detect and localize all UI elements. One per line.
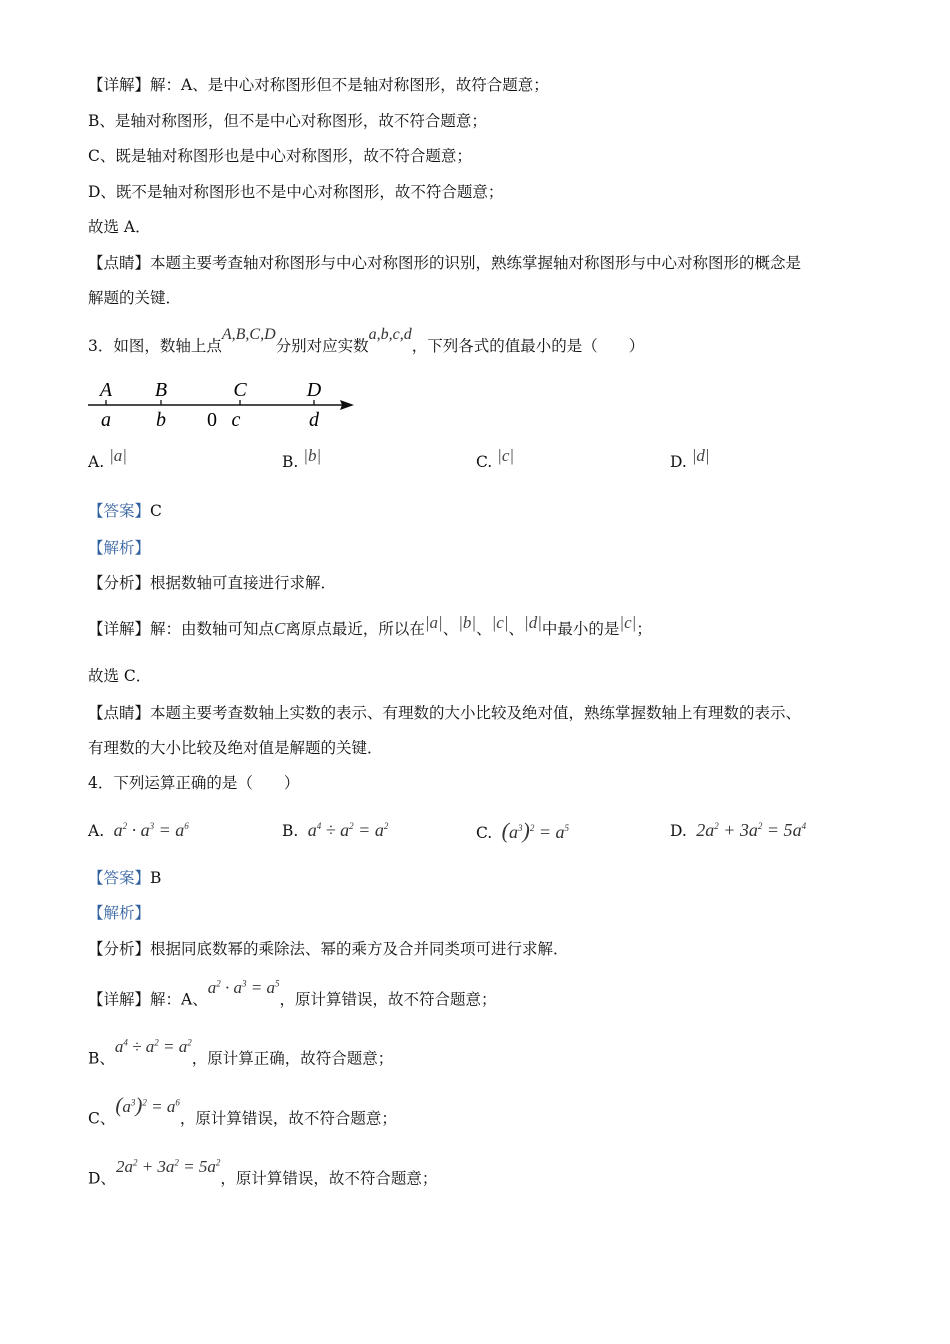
q4-detail-a-pre: 【详解】解：A、 xyxy=(88,990,208,1009)
q4-detail-b-post: ，原计算正确，故符合题意； xyxy=(191,1049,394,1068)
number-line-arrow xyxy=(340,400,354,410)
q4-detail-a-expr: $a^2 \cdot a^3 = a^5$ xyxy=(207,977,280,997)
q3-lead: 3．如图，数轴上点 xyxy=(88,337,222,355)
q3-detail xyxy=(88,613,652,640)
q4-stem: 4．下列运算正确的是（ ） xyxy=(88,774,300,792)
q4-detail-b-pre: B、 xyxy=(88,1049,115,1068)
q4-answer-tag: 【答案】 xyxy=(88,869,151,887)
q3-points: A,B,C,D xyxy=(221,326,276,343)
q3-tip-1: 【点睛】本题主要考查数轴上实数的表示、有理数的大小比较及绝对值，熟练掌握数轴上有理数的表示、 xyxy=(88,704,802,722)
q4-option-c-expr: $(a^3)^2 = a^5$ xyxy=(501,818,569,843)
q3-detail-post: 中最小的是 xyxy=(541,620,620,638)
q3-mid: 分别对应实数 xyxy=(275,337,369,355)
detail-line-1: 【详解】解：A、是中心对称图形但不是轴对称图形，故符合题意； xyxy=(88,76,549,94)
q4-detail-d-pre: D、 xyxy=(88,1169,116,1188)
q3-analysis: 【分析】根据数轴可直接进行求解． xyxy=(88,574,337,592)
q4-option-d-expr: $2a^2 + 3a^2 = 5a^4$ xyxy=(696,820,807,840)
label-d: d xyxy=(309,409,319,431)
detail-line-3: C、既是轴对称图形也是中心对称图形，故不符合题意； xyxy=(88,147,472,165)
q4-detail-d-post: ，原计算错误，故不符合题意； xyxy=(220,1169,438,1188)
q4-analysis: 【分析】根据同底数幂的乘除法、幂的乘方及合并同类项可进行求解． xyxy=(88,940,569,958)
q3-detail-end: ； xyxy=(636,620,652,638)
q4-option-c xyxy=(476,818,569,844)
q3-choose: 故选 C． xyxy=(88,667,152,685)
q3-detail-mid: 离原点最近，所以在 xyxy=(285,620,425,638)
tip-line-1: 【点睛】本题主要考查轴对称图形与中心对称图形的识别，熟练掌握轴对称图形与中心对称图形的概念是 xyxy=(88,254,802,272)
q3-option-a-expr: |a| xyxy=(109,446,127,465)
q4-detail-a-post: ，原计算错误，故不符合题意； xyxy=(279,990,497,1009)
label-C: C xyxy=(233,379,247,401)
q3-option-a xyxy=(88,446,127,472)
q3-detail-sep-2: 、 xyxy=(476,620,492,638)
q3-detail-sep-3: 、 xyxy=(508,620,525,638)
q4-option-a xyxy=(88,820,189,841)
q3-analysis-tag: 【解析】 xyxy=(88,539,151,557)
q4-option-b-expr: $a^4 \div a^2 = a^2$ xyxy=(303,820,389,840)
q4-answer-value: B xyxy=(150,869,162,887)
q3-stem xyxy=(88,326,645,358)
choose-line: 故选 A． xyxy=(88,218,151,236)
q3-option-d xyxy=(670,446,710,472)
q3-detail-result: |c| xyxy=(619,613,637,632)
q4-option-a-label: A. xyxy=(88,822,105,840)
q4-detail-a xyxy=(88,977,497,1011)
q3-option-c-label: C. xyxy=(476,453,493,471)
q3-answer-value: C xyxy=(150,502,162,520)
q4-detail-c-post: ，原计算错误，故不符合题意； xyxy=(179,1109,397,1128)
q3-tail: ，下列各式的值最小的是（ ） xyxy=(411,337,645,355)
q3-option-c-expr: |c| xyxy=(497,446,515,465)
q3-option-d-expr: |d| xyxy=(691,446,710,465)
label-D: D xyxy=(306,379,322,401)
q3-vars: a,b,c,d xyxy=(368,326,412,343)
q3-detail-pre: 【详解】解：由数轴可知点 xyxy=(88,620,275,638)
q4-option-b xyxy=(282,820,388,841)
q3-detail-abs-c: |c| xyxy=(491,613,509,632)
q4-option-c-label: C. xyxy=(476,824,493,842)
tip-line-2: 解题的关键． xyxy=(88,289,182,307)
q4-option-a-expr: $a^2 \cdot a^3 = a^6$ xyxy=(109,820,189,840)
q3-answer xyxy=(88,500,162,522)
q4-detail-c xyxy=(88,1092,397,1130)
detail-line-4: D、既不是轴对称图形也不是中心对称图形，故不符合题意； xyxy=(88,183,504,201)
q4-answer xyxy=(88,867,161,889)
q3-tip-2: 有理数的大小比较及绝对值是解题的关键． xyxy=(88,739,383,757)
number-line-figure xyxy=(86,376,366,432)
q4-detail-c-expr: $(a^3)^2 = a^6$ xyxy=(115,1092,180,1117)
q4-detail-b xyxy=(88,1036,394,1070)
q3-option-b-label: B. xyxy=(282,453,299,471)
q3-option-b xyxy=(282,446,322,472)
q3-option-a-label: A. xyxy=(88,453,105,471)
label-B: B xyxy=(154,379,168,401)
label-zero: 0 xyxy=(207,409,217,431)
q4-detail-d-expr: $2a^2 + 3a^2 = 5a^2$ xyxy=(115,1156,221,1176)
q3-detail-point-c: C xyxy=(274,619,286,638)
q3-option-b-expr: |b| xyxy=(303,446,322,465)
q3-answer-tag: 【答案】 xyxy=(88,502,151,520)
label-a: a xyxy=(101,409,111,431)
q4-option-d xyxy=(670,820,806,841)
q3-detail-sep-1: 、 xyxy=(442,620,459,638)
q4-detail-d xyxy=(88,1156,438,1190)
q4-option-b-label: B. xyxy=(282,822,299,840)
q3-detail-abs-b: |b| xyxy=(458,613,477,632)
q3-option-c xyxy=(476,446,515,472)
q3-option-d-label: D. xyxy=(670,453,687,471)
detail-line-2: B、是轴对称图形，但不是中心对称图形，故不符合题意； xyxy=(88,112,487,130)
q4-option-d-label: D. xyxy=(670,822,687,840)
q3-detail-abs-a: |a| xyxy=(424,613,443,632)
label-c: c xyxy=(231,409,241,431)
label-b: b xyxy=(156,409,166,431)
label-A: A xyxy=(99,379,113,401)
q4-detail-b-expr: $a^4 \div a^2 = a^2$ xyxy=(114,1036,192,1056)
q3-detail-abs-d: |d| xyxy=(524,613,542,632)
q4-detail-c-pre: C、 xyxy=(88,1109,116,1128)
q4-analysis-tag: 【解析】 xyxy=(88,904,151,922)
